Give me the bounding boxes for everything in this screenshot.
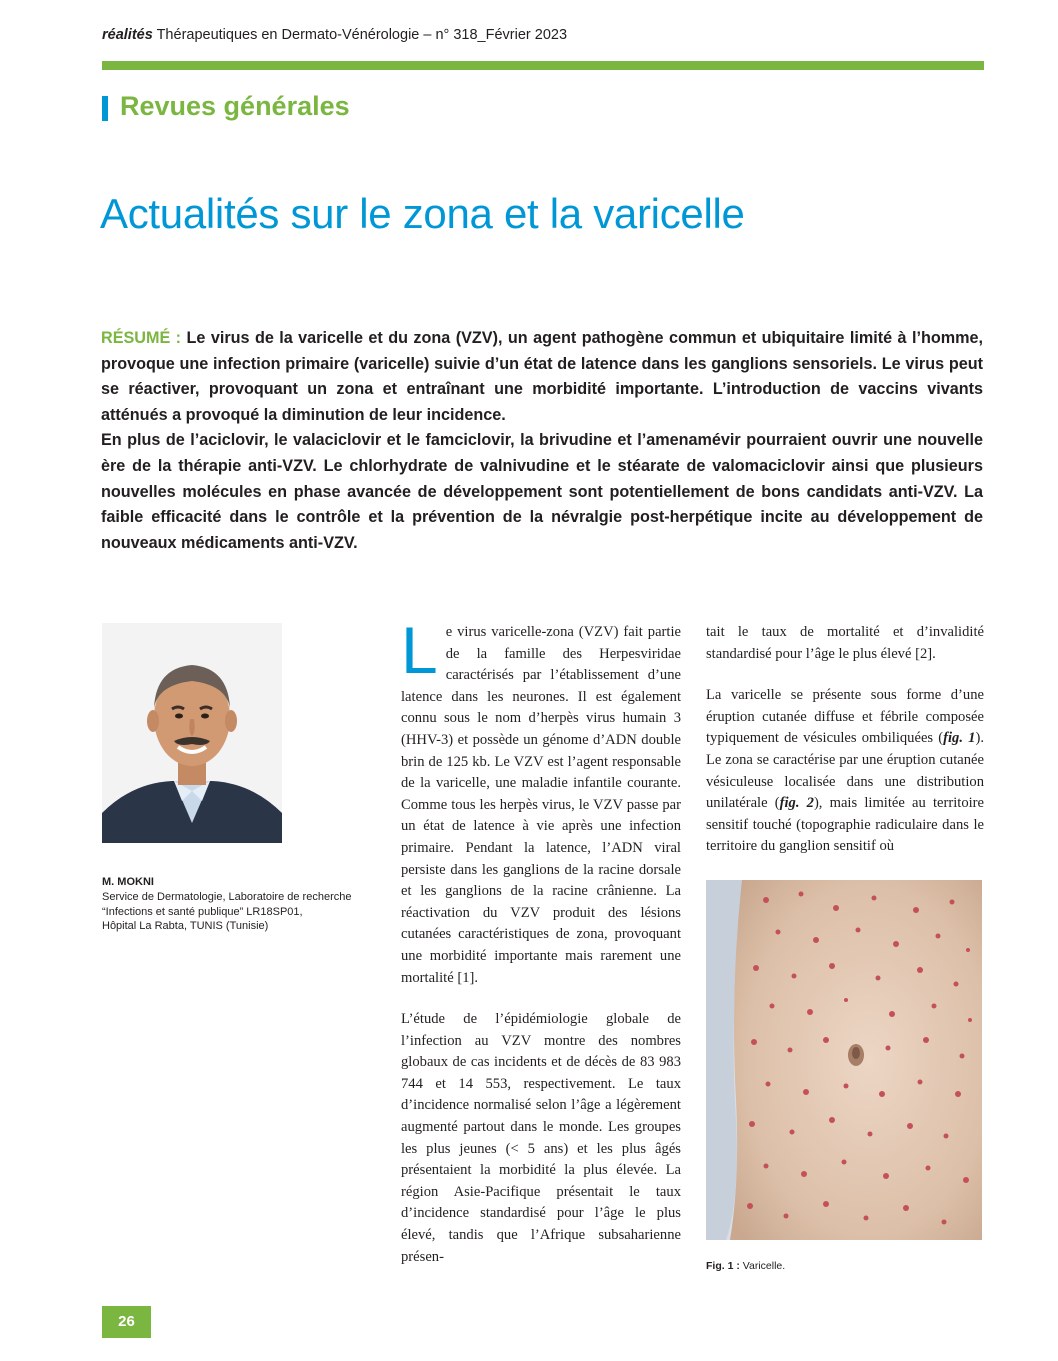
figure-caption	[706, 1260, 785, 1272]
body-text: ). Le zona se caractérise par une éruption cutanée vésiculeuse localisée dans une distribution unilatérale (	[706, 730, 984, 812]
body-paragraph: L’étude de l’épidémiologie globale de l’infection au VZV montre des nombres globaux de cas incidents et de décès de 83 983 744 et 14 553, respectivement. Le taux d’incidence normalisé selon l’âge a légèrement augmenté partout dans le monde. Les groupes les plus jeunes (< 5 ans) et les plus âgés présentaient la morbidité la plus élevée. La région Asie-Pacifique présentait le taux d’incidence standardisé pour l’âge le plus élevé, tandis que l’Afrique subsaharienne présen-	[401, 1011, 681, 1265]
article-title: Actualités sur le zona et la varicelle	[100, 190, 745, 237]
body-text: e virus varicelle-zona (VZV) fait partie de la famille des Herpesviridae caractérisés par l’établissement d’une latence dans les neurones. Il est également connu sous le nom d’herpès virus humain 3 (HHV-3) et possède un génome d’ADN double brin de 125 kb. Le VZV est l’agent responsable de la varicelle, une maladie infantile courante. Comme tous les herpès virus, le VZV passe par un état de latence à vie après une infection primaire. Pendant la latence, l’ADN viral persiste dans les ganglions de la racine dorsale et les ganglions de la racine crânienne. La réactivation du VZV produit des lésions cutanées caractéristiques de zona, provoquant une morbidité importante mais rarement une mortalité [1].	[401, 624, 681, 986]
author-affiliation	[102, 890, 392, 934]
affiliation-line: Hôpital La Rabta, TUNIS (Tunisie)	[102, 920, 269, 933]
body-column-right	[706, 622, 984, 858]
journal-issue: Thérapeutiques en Dermato-Vénérologie – n° 318_Février 2023	[156, 27, 568, 43]
body-column-middle	[401, 613, 681, 1268]
abstract	[101, 326, 983, 556]
figure-reference: fig. 2	[779, 795, 814, 812]
abstract-paragraph-1	[101, 326, 983, 428]
section-marker	[102, 96, 108, 121]
journal-brand: réalités	[102, 27, 153, 43]
figure-caption-text: Varicelle.	[742, 1260, 786, 1272]
body-paragraph	[706, 685, 984, 858]
drop-cap: L	[401, 613, 438, 687]
figure-reference: fig. 1	[943, 730, 976, 747]
body-text: La varicelle se présente sous forme d’une éruption cutanée diffuse et fébrile composée typiquement de vésicules ombiliquées (	[706, 687, 984, 747]
author-photo	[102, 623, 282, 843]
page-number: 26	[118, 1313, 135, 1330]
journal-header	[102, 27, 567, 43]
author-portrait-illustration	[102, 623, 282, 843]
author-name: M. MOKNI	[102, 876, 154, 888]
varicella-photo-illustration	[706, 880, 982, 1240]
body-paragraph	[401, 613, 681, 989]
section-title: Revues générales	[120, 91, 350, 121]
affiliation-line: “Infections et santé publique” LR18SP01,	[102, 905, 303, 918]
abstract-label: RÉSUMÉ :	[101, 329, 182, 347]
abstract-paragraph-2: En plus de l’aciclovir, le valaciclovir et le famciclovir, la brivudine et l’amenamévir pourraient ouvrir une nouvelle ère de la thérapie anti-VZV. Le chlorhydrate de valnivudine et le stéarate de valomaciclovir ainsi que plusieurs nouvelles molécules en phase avancée de développement sont potentiellement de bons candidats anti-VZV. La faible efficacité dans le contrôle et la prévention de la névralgie post-herpétique incite au développement de nouveaux médicaments anti-VZV.	[101, 431, 983, 552]
affiliation-line: Service de Dermatologie, Laboratoire de recherche	[102, 891, 352, 903]
abstract-text-1: Le virus de la varicelle et du zona (VZV), un agent pathogène commun et ubiquitaire limité à l’homme, provoque une infection primaire (varicelle) suivie d’un état de latence dans les ganglions sensoriels. Le virus peut se réactiver, provoquant un zona et entraînant une morbidité importante. L’introduction de vaccins vivants atténués a provoqué la diminution de leur incidence.	[101, 329, 984, 424]
body-paragraph: tait le taux de mortalité et d’invalidité standardisé pour l’âge le plus élevé [2].	[706, 624, 984, 662]
figure-1-image	[706, 880, 982, 1240]
figure-label: Fig. 1 :	[706, 1260, 740, 1272]
body-text: ), mais limitée au territoire sensitif touché (topographie radiculaire dans le territoire du ganglion sensitif où	[706, 795, 985, 855]
header-rule	[102, 61, 984, 70]
